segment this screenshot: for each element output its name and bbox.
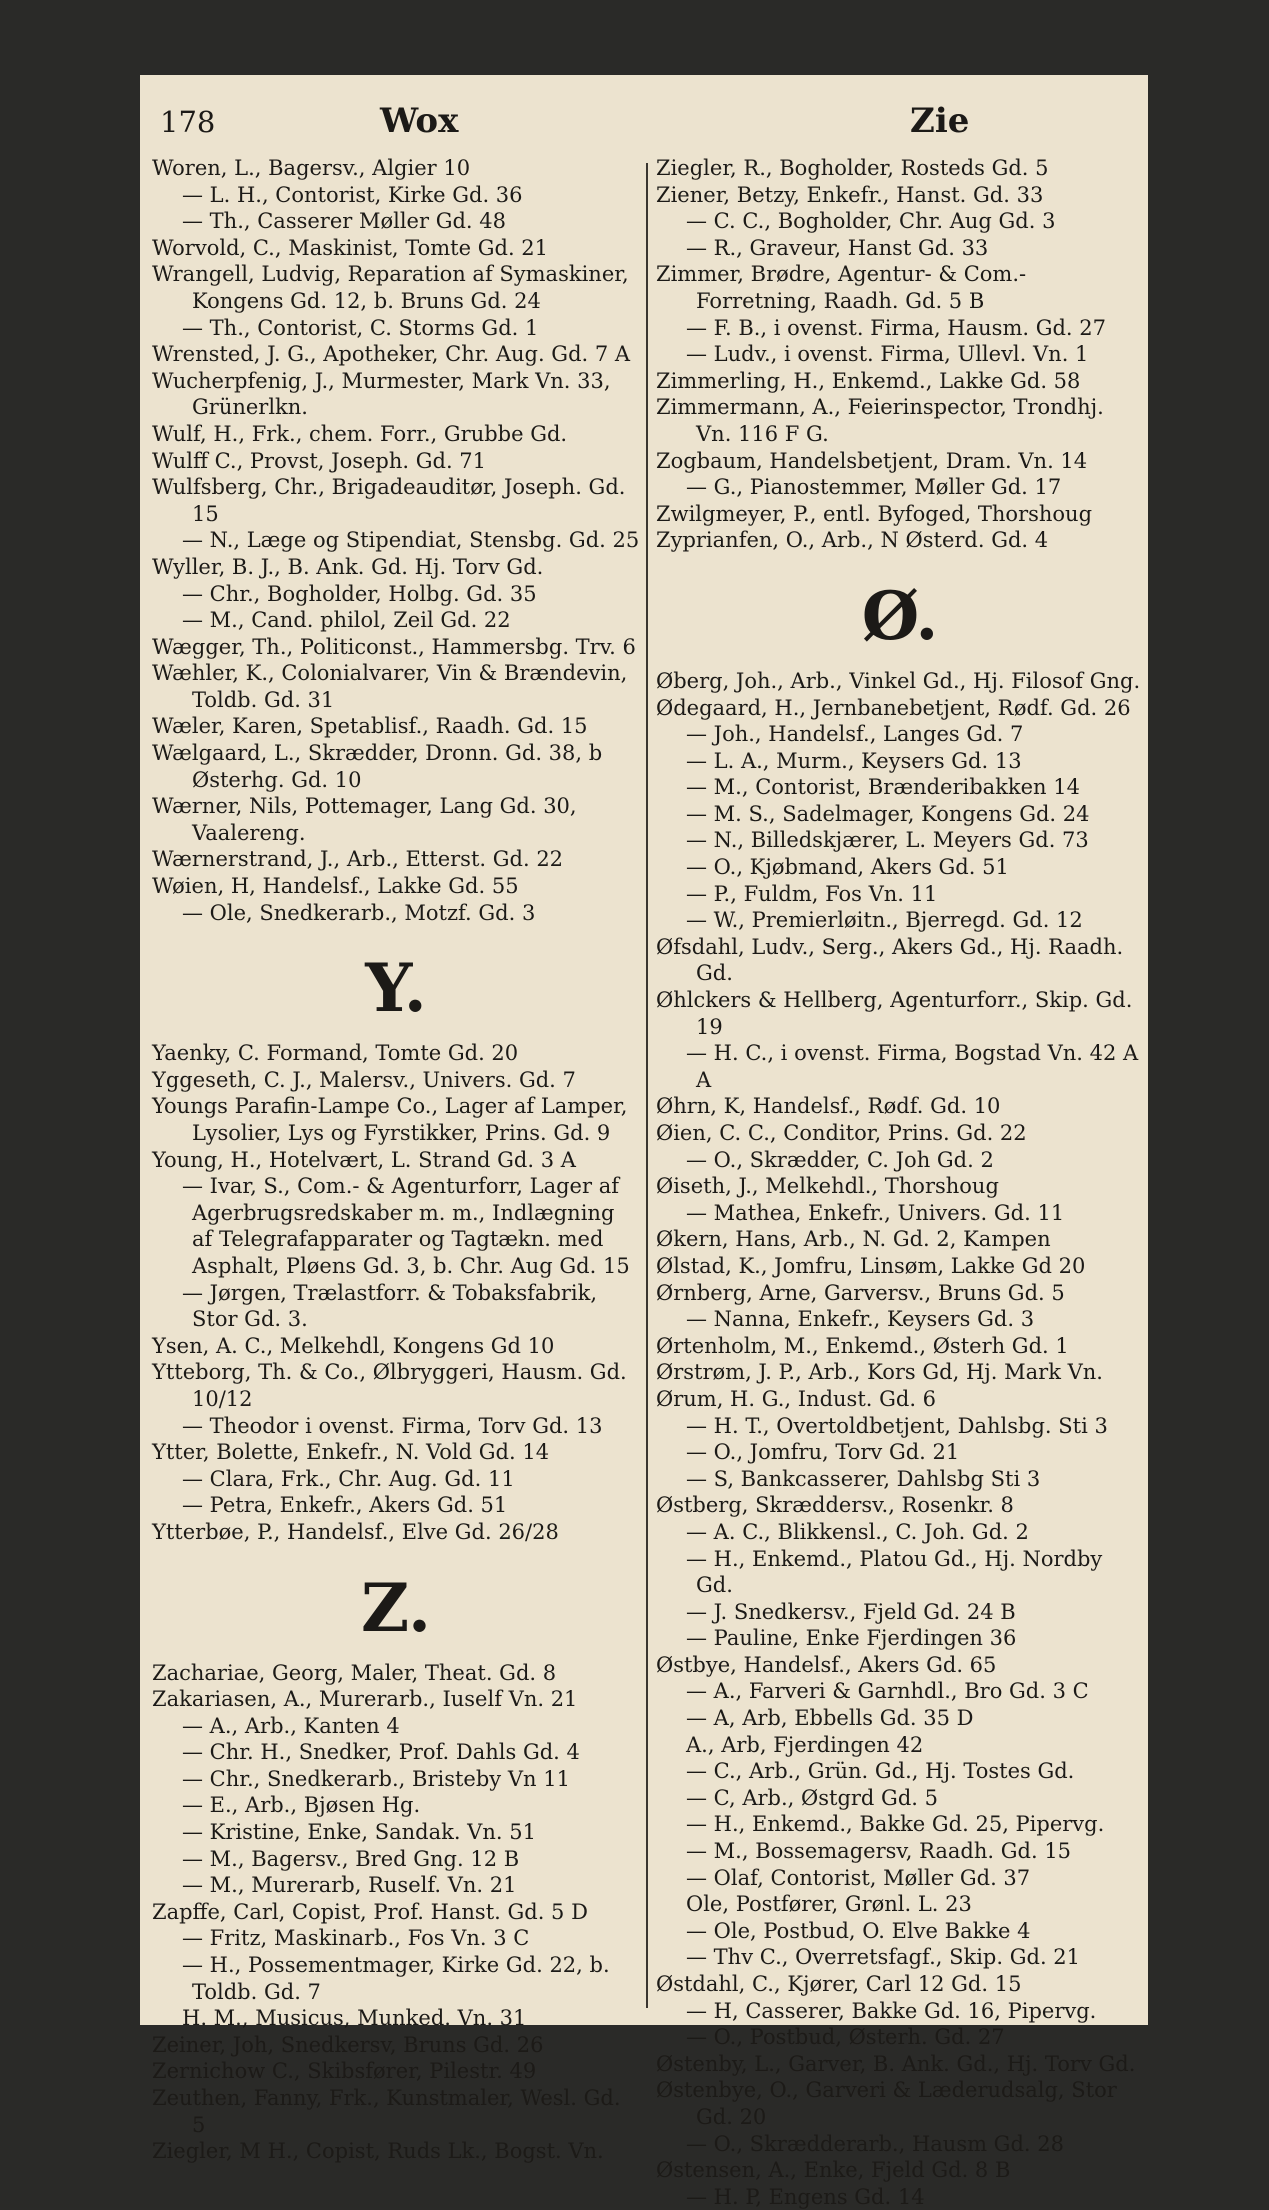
directory-entry: Zimmer, Brødre, Agentur- & Com.-Forretning, Raadh. Gd. 5 B [656,262,1027,313]
directory-subentry: — C., Arb., Grün. Gd., Hj. Tostes Gd. [686,1759,1075,1784]
page-number: 178 [160,105,216,139]
directory-subentry: Ole, Postfører, Grønl. L. 23 [686,1892,972,1917]
directory-entry: Zyprianfen, O., Arb., N Østerd. Gd. 4 [656,528,1049,553]
directory-entry: Zeiner, Joh, Snedkersv, Bruns Gd. 26 [152,2032,544,2057]
directory-entry: Wærner, Nils, Pottemager, Lang Gd. 30, Vaalereng. [152,794,577,845]
directory-subentry: A., Arb, Fjerdingen 42 [686,1732,924,1757]
directory-page [140,75,1148,2209]
directory-subentry: — Jørgen, Trælastforr. & Tobaksfabrik, Stor Gd. 3. [182,1280,598,1332]
directory-subentry: — A, Arb, Ebbells Gd. 35 D [686,1706,974,1731]
directory-entry: Young, H., Hotelvært, L. Strand Gd. 3 A [152,1147,576,1172]
directory-entry: Wulf, H., Frk., chem. Forr., Grubbe Gd. [152,421,568,446]
directory-entry: Wrangell, Ludvig, Reparation af Symaskiner, Kongens Gd. 12, b. Bruns Gd. 24 [152,262,629,313]
directory-entry: Østdahl, C., Kjører, Carl 12 Gd. 15 [656,1972,1022,1996]
directory-entry: Wærnerstrand, J., Arb., Etterst. Gd. 22 [152,847,564,872]
directory-entry: Ziegler, R., Bogholder, Rosteds Gd. 5 [656,156,1049,180]
directory-entry: Ørnberg, Arne, Garversv., Bruns Gd. 5 [656,1280,1065,1305]
directory-entry: Wøien, H, Handelsf., Lakke Gd. 55 [152,874,519,899]
directory-entry: Økern, Hans, Arb., N. Gd. 2, Kampen [656,1227,1051,1252]
directory-subentry: — Ole, Postbud, O. Elve Bakke 4 [686,1918,1031,1943]
directory-entry: Ørtenholm, M., Enkemd., Østerh Gd. 1 [656,1333,1069,1358]
directory-subentry: — F. B., i ovenst. Firma, Hausm. Gd. 27 [686,315,1106,340]
directory-subentry: — Ole, Snedkerarb., Motzf. Gd. 3 [182,900,536,925]
directory-subentry: — Thv C., Overretsfagf., Skip. Gd. 21 [686,1945,1081,1970]
directory-subentry: — H, Casserer, Bakke Gd. 16, Pipervg. [686,1998,1097,2023]
directory-subentry: — E., Arb., Bjøsen Hg. [182,1793,421,1818]
directory-entry: Wægger, Th., Politiconst., Hammersbg. Trv. 6 [152,634,636,659]
directory-entry: Østberg, Skræddersv., Rosenkr. 8 [656,1493,1014,1518]
directory-entry: Øfsdahl, Ludv., Serg., Akers Gd., Hj. Raadh. Gd. [656,934,1124,986]
directory-subentry: — M. S., Sadelmager, Kongens Gd. 24 [686,801,1090,826]
directory-entry: Ødegaard, H., Jernbanebetjent, Rødf. Gd. 26 [656,695,1131,720]
directory-subentry: — Nanna, Enkefr., Keysers Gd. 3 [686,1307,1035,1332]
directory-entry: Wucherpfenig, J., Murmester, Mark Vn. 33, Grünerlkn. [152,368,611,420]
directory-entry: Worvold, C., Maskinist, Tomte Gd. 21 [152,235,549,260]
directory-subentry: — Ludv., i ovenst. Firma, Ullevl. Vn. 1 [686,342,1089,367]
directory-entry: Youngs Parafin-Lampe Co., Lager af Lamper, Lysolier, Lys og Fyrstikker, Prins. Gd. 9 [152,1094,628,1145]
directory-subentry: — W., Premierløitn., Bjerregd. Gd. 12 [686,908,1083,933]
directory-subentry: — A. C., Blikkensl., C. Joh. Gd. 2 [686,1519,1029,1544]
directory-subentry: — H. T., Overtoldbetjent, Dahlsbg. Sti 3 [686,1413,1108,1438]
directory-entry: Wulff C., Provst, Joseph. Gd. 71 [152,448,487,473]
directory-subentry: — O., Postbud, Østerh. Gd. 27 [686,2025,1005,2050]
directory-entry: Wyller, B. J., B. Ank. Gd. Hj. Torv Gd. [152,554,544,579]
section-letter: Ø. [861,576,939,655]
directory-entry: Yggeseth, C. J., Malersv., Univers. Gd. 7 [152,1067,576,1092]
directory-entry: Ørstrøm, J. P., Arb., Kors Gd, Hj. Mark Vn. [656,1360,1103,1385]
directory-subentry: — N., Læge og Stipendiat, Stensbg. Gd. 25 [182,528,640,553]
directory-entry: Wulfsberg, Chr., Brigadeauditør, Joseph. Gd. 15 [152,475,626,526]
directory-entry: Wæler, Karen, Spetablisf., Raadh. Gd. 15 [152,714,588,739]
directory-entry: Wælgaard, L., Skrædder, Dronn. Gd. 38, b Østerhg. Gd. 10 [152,741,603,792]
directory-subentry: — G., Pianostemmer, Møller Gd. 17 [686,475,1062,500]
directory-subentry: — Chr. H., Snedker, Prof. Dahls Gd. 4 [182,1740,580,1765]
left-column [152,155,640,2164]
directory-subentry: — O., Jomfru, Torv Gd. 21 [686,1440,960,1465]
directory-subentry: — Th., Contorist, C. Storms Gd. 1 [182,315,539,340]
directory-subentry: — H. C., i ovenst. Firma, Bogstad Vn. 42 A A [686,1041,1139,1092]
directory-entry: Zimmermann, A., Feierinspector, Trondhj. Vn. 116 F G. [656,395,1104,446]
directory-subentry: — H., Enkemd., Platou Gd., Hj. Nordby Gd. [686,1546,1103,1598]
directory-subentry: — Mathea, Enkefr., Univers. Gd. 11 [686,1200,1065,1225]
running-head-left: Wox [380,101,459,141]
page-header [160,95,1128,155]
directory-entry: Ytter, Bolette, Enkefr., N. Vold Gd. 14 [152,1440,550,1465]
directory-subentry: — Chr., Bogholder, Holbg. Gd. 35 [182,581,537,606]
directory-entry: Zwilgmeyer, P., entl. Byfoged, Thorshoug [656,501,1093,526]
directory-entry: Østbye, Handelsf., Akers Gd. 65 [656,1652,997,1677]
column-divider [646,163,648,2008]
directory-subentry: — L. A., Murm., Keysers Gd. 13 [686,748,1022,773]
directory-entry: Ytteborg, Th. & Co., Ølbryggeri, Hausm. Gd. 10/12 [152,1360,627,1411]
directory-subentry: — S, Bankcasserer, Dahlsbg Sti 3 [686,1466,1041,1491]
directory-entry: Øien, C. C., Conditor, Prins. Gd. 22 [656,1121,1027,1145]
directory-entry: Ziegler, M H., Copist, Ruds Lk., Bogst. Vn. [152,2139,604,2164]
directory-entry: Øhrn, K, Handelsf., Rødf. Gd. 10 [656,1094,1001,1119]
directory-subentry: — L. H., Contorist, Kirke Gd. 36 [182,182,523,207]
directory-entry: Ziener, Betzy, Enkefr., Hanst. Gd. 33 [656,182,1044,207]
directory-subentry: — M., Bagersv., Bred Gng. 12 B [182,1846,520,1871]
directory-subentry: — Fritz, Maskinarb., Fos Vn. 3 C [182,1926,530,1951]
directory-subentry: — R., Graveur, Hanst Gd. 33 [686,235,989,260]
directory-subentry: — M., Murerarb, Ruself. Vn. 21 [182,1873,517,1898]
directory-subentry: — M., Bossemagersv, Raadh. Gd. 15 [686,1839,1072,1864]
directory-subentry: — Olaf, Contorist, Møller Gd. 37 [686,1865,1031,1890]
directory-entry: Østenby, L., Garver, B. Ank. Gd., Hj. Torv Gd. [656,2051,1136,2076]
directory-entry: Woren, L., Bagersv., Algier 10 [152,156,471,180]
directory-entry: Zogbaum, Handelsbetjent, Dram. Vn. 14 [656,448,1088,473]
directory-subentry: — Clara, Frk., Chr. Aug. Gd. 11 [182,1466,515,1491]
directory-subentry: — Kristine, Enke, Sandak. Vn. 51 [182,1820,536,1845]
directory-subentry: — A., Farveri & Garnhdl., Bro Gd. 3 C [686,1679,1089,1704]
directory-entry: Zapffe, Carl, Copist, Prof. Hanst. Gd. 5 D [152,1899,588,1924]
section-letter: Z. [361,1568,431,1647]
directory-subentry: — O., Skrædderarb., Hausm Gd. 28 [686,2131,1064,2156]
directory-subentry: — M., Contorist, Brænderibakken 14 [686,775,1080,800]
directory-subentry: H. M., Musicus, Munked. Vn. 31 [182,2006,527,2031]
right-column [656,155,1144,2209]
directory-subentry: — M., Cand. philol, Zeil Gd. 22 [182,608,511,633]
directory-entry: Ørum, H. G., Indust. Gd. 6 [656,1386,937,1411]
directory-subentry: — P., Fuldm, Fos Vn. 11 [686,881,938,906]
directory-entry: Wæhler, K., Colonialvarer, Vin & Brændevin, Toldb. Gd. 31 [152,661,628,712]
directory-subentry: — J. Snedkersv., Fjeld Gd. 24 B [686,1599,1016,1624]
directory-subentry: — Pauline, Enke Fjerdingen 36 [686,1626,1017,1651]
directory-subentry: — N., Billedskjærer, L. Meyers Gd. 73 [686,828,1089,853]
directory-entry: Zernichow C., Skibsfører, Pilestr. 49 [152,2059,537,2084]
directory-subentry: — Petra, Enkefr., Akers Gd. 51 [182,1493,508,1518]
directory-entry: Øberg, Joh., Arb., Vinkel Gd., Hj. Filosof Gng. [656,668,1141,693]
directory-entry: Zeuthen, Fanny, Frk., Kunstmaler, Wesl. Gd. 5 [152,2086,621,2137]
directory-entry: Zakariasen, A., Murerarb., Iuself Vn. 21 [152,1687,578,1712]
directory-entry: Yaenky, C. Formand, Tomte Gd. 20 [152,1041,519,1066]
running-head-right: Zie [910,101,970,141]
directory-entry: Wrensted, J. G., Apotheker, Chr. Aug. Gd. 7 A [152,342,631,367]
directory-subentry: — H., Possementmager, Kirke Gd. 22, b. Toldb. Gd. 7 [182,1953,610,2004]
directory-subentry: — Th., Casserer Møller Gd. 48 [182,209,506,234]
directory-entry: Zachariae, Georg, Maler, Theat. Gd. 8 [152,1660,557,1685]
directory-subentry: — Theodor i ovenst. Firma, Torv Gd. 13 [182,1413,603,1438]
directory-subentry: — C, Arb., Østgrd Gd. 5 [686,1785,938,1810]
directory-entry: Øhlckers & Hellberg, Agenturforr., Skip. Gd. 19 [656,988,1133,1039]
directory-entry: Ysen, A. C., Melkehdl, Kongens Gd 10 [152,1333,555,1358]
directory-entry: Øiseth, J., Melkehdl., Thorshoug [656,1174,999,1199]
directory-subentry: — O., Kjøbmand, Akers Gd. 51 [686,855,1009,880]
directory-entry: Østenbye, O., Garveri & Læderudsalg, Stor Gd. 20 [656,2078,1117,2129]
directory-subentry: — Joh., Handelsf., Langes Gd. 7 [686,722,1024,747]
directory-subentry: — Chr., Snedkerarb., Bristeby Vn 11 [182,1766,570,1791]
directory-subentry: — H. P, Engens Gd. 14 [686,2184,925,2209]
directory-entry: Ølstad, K., Jomfru, Linsøm, Lakke Gd 20 [656,1253,1086,1278]
section-letter: Y. [365,949,427,1028]
directory-subentry: — A., Arb., Kanten 4 [182,1713,400,1738]
directory-subentry: — C. C., Bogholder, Chr. Aug Gd. 3 [686,209,1056,234]
directory-entry: Zimmerling, H., Enkemd., Lakke Gd. 58 [656,368,1081,393]
directory-subentry: — Ivar, S., Com.- & Agenturforr, Lager af Agerbrugsredskaber m. m., Indlægning af Telegrafapparater og Tagtækn. med Asphalt, Pløens Gd. 3, b. Chr. Aug Gd. 15 [182,1174,630,1278]
directory-entry: Ytterbøe, P., Handelsf., Elve Gd. 26/28 [152,1519,559,1544]
directory-entry: Østensen, A., Enke, Fjeld Gd. 8 B [656,2158,1011,2183]
directory-subentry: — O., Skrædder, C. Joh Gd. 2 [686,1147,994,1172]
directory-subentry: — H., Enkemd., Bakke Gd. 25, Pipervg. [686,1812,1105,1837]
